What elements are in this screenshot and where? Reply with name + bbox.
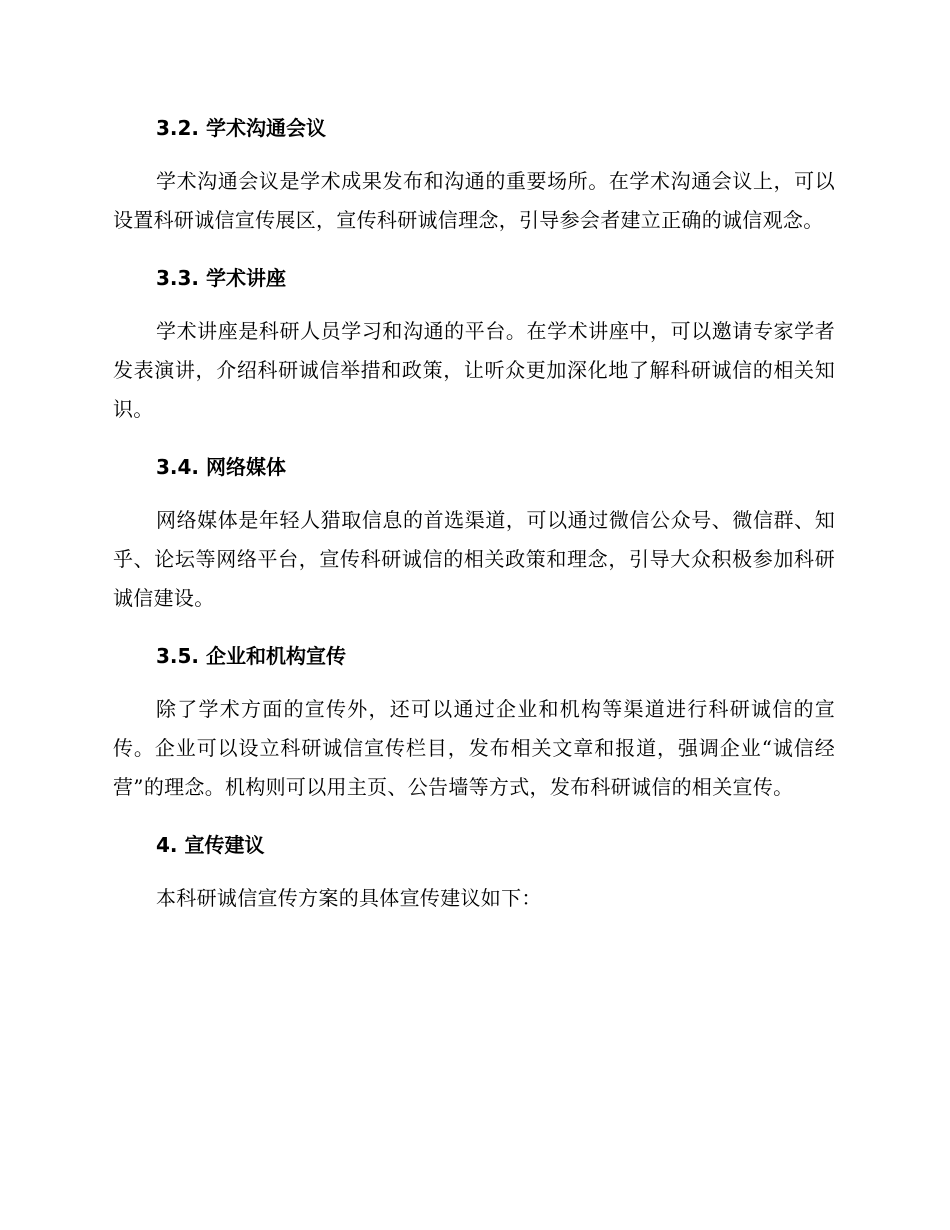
section-heading: 3.3. 学术讲座 [156,266,286,290]
section-3-3 [113,258,835,429]
section-heading: 4. 宣传建议 [156,833,265,857]
section-paragraph: 学术讲座是科研人员学习和沟通的平台。在学术讲座中，可以邀请专家学者发表演讲，介绍科研诚信举措和政策，让听众更加深化地了解科研诚信的相关知识。 [113,319,835,421]
section-heading: 3.2. 学术沟通会议 [156,116,326,140]
section-3-2 [113,108,835,240]
section-heading: 3.5. 企业和机构宣传 [156,644,346,668]
section-paragraph: 本科研诚信宣传方案的具体宣传建议如下： [156,886,542,910]
section-heading: 3.4. 网络媒体 [156,455,286,479]
section-paragraph: 除了学术方面的宣传外，还可以通过企业和机构等渠道进行科研诚信的宣传。企业可以设立科研诚信宣传栏目，发布相关文章和报道，强调企业“诚信经营”的理念。机构则可以用主页、公告墙等方式，发布科研诚信的相关宣传。 [113,697,835,799]
section-paragraph: 学术沟通会议是学术成果发布和沟通的重要场所。在学术沟通会议上，可以设置科研诚信宣传展区，宣传科研诚信理念，引导参会者建立正确的诚信观念。 [113,169,835,232]
section-4 [113,825,835,918]
section-3-4 [113,447,835,618]
section-paragraph: 网络媒体是年轻人猎取信息的首选渠道，可以通过微信公众号、微信群、知乎、论坛等网络平台，宣传科研诚信的相关政策和理念，引导大众积极参加科研诚信建设。 [113,508,835,610]
section-3-5 [113,636,835,807]
document-body [113,108,835,918]
